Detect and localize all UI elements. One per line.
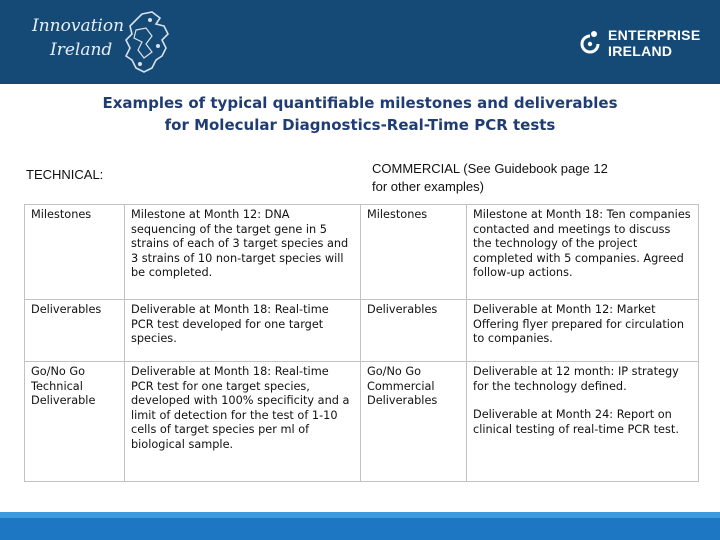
commercial-header [372, 160, 608, 196]
technical-go-no-go-text: Deliverable at Month 18: Real-time PCR test for one target species, developed with 100% specificity and a limit of detection for the test of 1-10 cells of target species per ml of biological sample. [125, 362, 361, 482]
table-row-deliverables [25, 300, 699, 362]
innovation-ireland-logo [28, 10, 158, 74]
commercial-row-label: Deliverables [361, 300, 467, 362]
title-line-1: Examples of typical quantifiable milestones and deliverables [102, 94, 618, 112]
table-row-milestones [25, 205, 699, 300]
title-line-2: for Molecular Diagnostics-Real-Time PCR tests [164, 116, 556, 134]
innovation-logo-line2: Ireland [50, 40, 113, 60]
enterprise-logo-line1: ENTERPRISE [608, 27, 701, 43]
commercial-go-no-go-cell [467, 362, 699, 482]
commercial-go-no-go-text-2: Deliverable at Month 24: Report on clinical testing of real-time PCR test. [473, 408, 679, 436]
enterprise-logo-line2: IRELAND [608, 43, 673, 59]
enterprise-ireland-logo [578, 27, 708, 63]
enterprise-ireland-mark-icon [578, 30, 602, 56]
commercial-deliverable-text: Deliverable at Month 12: Market Offering flyer prepared for circulation to companies. [467, 300, 699, 362]
header-banner [0, 0, 720, 84]
table-row-go-no-go [25, 362, 699, 482]
milestones-table [24, 204, 699, 482]
commercial-header-line-1: COMMERCIAL (See Guidebook page 12 [372, 161, 608, 176]
page-title [0, 92, 720, 136]
technical-header: TECHNICAL: [26, 167, 104, 182]
ireland-map-icon [122, 10, 176, 76]
technical-deliverable-text: Deliverable at Month 18: Real-time PCR test developed for one target species. [125, 300, 361, 362]
commercial-milestone-text: Milestone at Month 18: Ten companies contacted and meetings to discuss the technology of the project completed with 5 companies. Agreed follow-up actions. [467, 205, 699, 300]
technical-milestone-text: Milestone at Month 12: DNA sequencing of the target gene in 5 strains of each of 3 target species and 3 strains of 10 non-target species will be completed. [125, 205, 361, 300]
footer-stripe [0, 512, 720, 518]
technical-row-label: Go/No Go Technical Deliverable [25, 362, 125, 482]
commercial-header-line-2: for other examples) [372, 179, 484, 194]
footer-banner [0, 512, 720, 540]
commercial-row-label: Go/No Go Commercial Deliverables [361, 362, 467, 482]
innovation-logo-line1: Innovation [32, 16, 125, 36]
technical-row-label: Deliverables [25, 300, 125, 362]
commercial-row-label: Milestones [361, 205, 467, 300]
commercial-go-no-go-text-1: Deliverable at 12 month: IP strategy for the technology defined. [473, 365, 679, 393]
technical-row-label: Milestones [25, 205, 125, 300]
